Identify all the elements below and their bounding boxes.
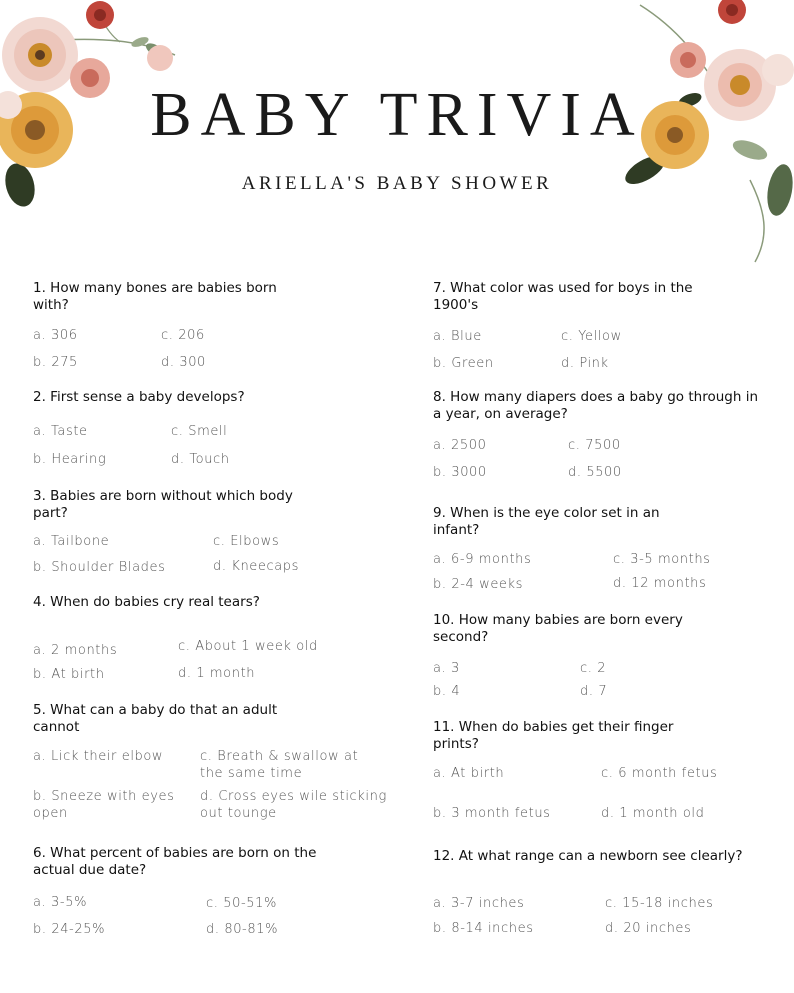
page-title: BABY TRIVIA: [150, 81, 644, 149]
option-d: d. Pink: [561, 356, 609, 371]
option-d: d. 80-81%: [206, 922, 279, 937]
option-d: d. 7: [580, 684, 608, 699]
question-text: 11. When do babies get their finger prints?: [433, 719, 674, 752]
option-d: d. 5500: [568, 465, 622, 480]
question-text: 4. When do babies cry real tears?: [33, 594, 260, 610]
option-d: d. Cross eyes wile sticking out tounge: [200, 789, 387, 821]
option-a: a. 3: [433, 661, 460, 676]
option-c: c. 3-5 months: [613, 552, 711, 567]
option-c: c. About 1 week old: [178, 639, 318, 654]
option-b: b. 275: [33, 355, 78, 370]
option-b: b. Sneeze with eyes open: [33, 789, 175, 821]
option-c: c. Breath & swallow at the same time: [200, 749, 359, 781]
option-d: d. Kneecaps: [213, 559, 300, 574]
option-b: b. 3 month fetus: [433, 806, 551, 821]
option-b: b. 3000: [433, 465, 487, 480]
option-c: c. 50-51%: [206, 896, 277, 911]
option-a: a. 2 months: [33, 643, 118, 658]
option-a: a. Taste: [33, 424, 88, 439]
option-c: c. 6 month fetus: [601, 766, 718, 781]
option-d: d. 1 month: [178, 666, 256, 681]
question-text: 2. First sense a baby develops?: [33, 389, 245, 405]
question-text: 6. What percent of babies are born on the actual due date?: [33, 845, 317, 878]
question-text: 5. What can a baby do that an adult cannot: [33, 702, 278, 735]
page-subtitle: ARIELLA'S BABY SHOWER: [241, 173, 553, 194]
option-a: a. 3-7 inches: [433, 896, 525, 911]
option-c: c. 7500: [568, 438, 621, 453]
option-c: c. 206: [161, 328, 205, 343]
option-b: b. Green: [433, 356, 494, 371]
option-c: c. Smell: [171, 424, 228, 439]
option-d: d. 1 month old: [601, 806, 705, 821]
option-b: b. 24-25%: [33, 922, 106, 937]
option-a: a. Tailbone: [33, 534, 110, 549]
option-d: d. Touch: [171, 452, 230, 467]
question-text: 9. When is the eye color set in an infant?: [433, 505, 660, 538]
option-c: c. Elbows: [213, 534, 280, 549]
option-d: d. 20 inches: [605, 921, 692, 936]
option-b: b. Hearing: [33, 452, 107, 467]
option-d: d. 300: [161, 355, 206, 370]
option-a: a. 2500: [433, 438, 487, 453]
question-text: 12. At what range can a newborn see clearly?: [433, 848, 743, 864]
option-b: b. 8-14 inches: [433, 921, 534, 936]
option-c: c. Yellow: [561, 329, 622, 344]
option-b: b. Shoulder Blades: [33, 560, 166, 575]
option-a: a. 306: [33, 328, 78, 343]
option-d: d. 12 months: [613, 576, 707, 591]
question-text: 10. How many babies are born every second?: [433, 612, 683, 645]
option-a: a. Lick their elbow: [33, 749, 164, 764]
question-text: 7. What color was used for boys in the 1900's: [433, 280, 693, 313]
option-a: a. At birth: [433, 766, 505, 781]
question-text: 1. How many bones are babies born with?: [33, 280, 277, 313]
option-c: c. 2: [580, 661, 607, 676]
option-a: a. 3-5%: [33, 895, 88, 910]
option-b: b. 4: [433, 684, 461, 699]
question-text: 3. Babies are born without which body part?: [33, 488, 293, 521]
option-b: b. At birth: [33, 667, 105, 682]
option-b: b. 2-4 weeks: [433, 577, 524, 592]
option-a: a. Blue: [433, 329, 482, 344]
option-c: c. 15-18 inches: [605, 896, 714, 911]
question-text: 8. How many diapers does a baby go through in a year, on average?: [433, 389, 758, 422]
option-a: a. 6-9 months: [433, 552, 532, 567]
